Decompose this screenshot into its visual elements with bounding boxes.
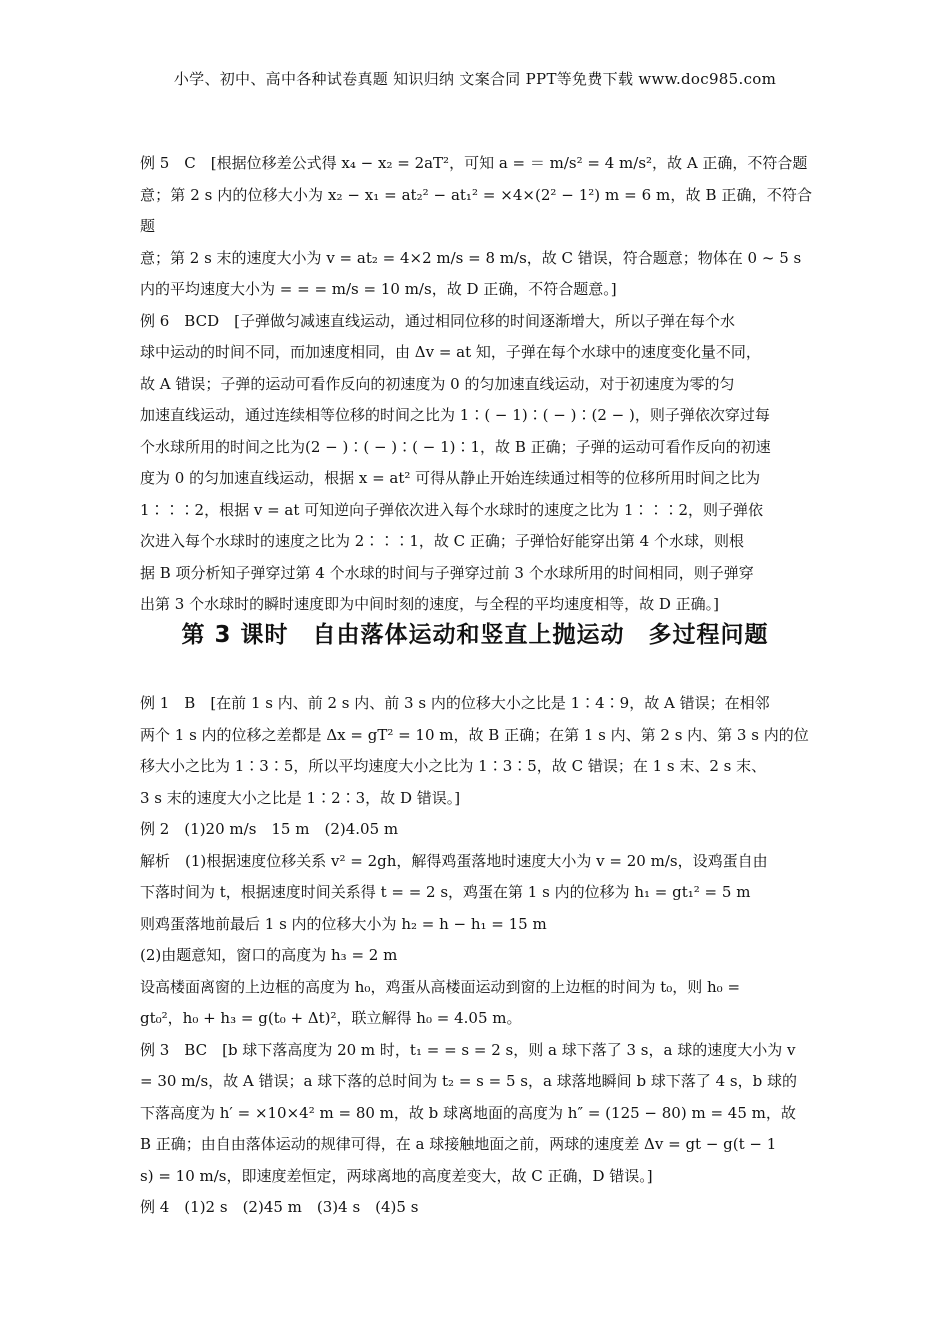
text-line: 3 s 末的速度大小之比是 1∶2∶3，故 D 错误。] [140,788,461,807]
text-line: 内的平均速度大小为 = = = m/s = 10 m/s，故 D 正确，不符合题意。] [140,280,617,298]
text-line: 设高楼面离窗的上边框的高度为 h₀，鸡蛋从高楼面运动到窗的上边框的时间为 t₀，则 h₀ = [140,977,741,996]
text-line: 两个 1 s 内的位移之差都是 Δx = gT² = 10 m，故 B 正确；在第 1 s 内、第 2 s 内、第 3 s 内的位 [140,725,809,744]
text-line: 例 6 BCD [子弹做匀减速直线运动，通过相同位移的时间逐渐增大，所以子弹在每个水 [140,311,735,330]
text-line: 解析 (1)根据速度位移关系 v² = 2gh，解得鸡蛋落地时速度大小为 v = 20 m/s，设鸡蛋自由 [140,851,768,870]
text-line: 球中运动的时间不同，而加速度相同，由 Δv = at 知，子弹在每个水球中的速度变化量不同， [140,343,761,361]
text-line: 意；第 2 s 内的位移大小为 x₂ − x₁ = at₂² − at₁² = ×4×(2² − 1²) m = 6 m，故 B 正确，不符合题 [140,185,812,235]
text-line: 出第 3 个水球时的瞬时速度即为中间时刻的速度，与全程的平均速度相等，故 D 正确。] [140,595,719,613]
text-line: 例 4 (1)2 s (2)45 m (3)4 s (4)5 s [140,1198,419,1216]
text-line: 移大小之比为 1∶3∶5，所以平均速度大小之比为 1∶3∶5，故 C 错误；在 1 s 末、2 s 末、 [140,757,767,775]
text-line: 例 5 C [根据位移差公式得 x₄ − x₂ = 2aT²，可知 a = ＝ m/s² = 4 m/s²，故 A 正确，不符合题 [140,154,808,172]
text-line: 下落时间为 t，根据速度时间关系得 t = = 2 s，鸡蛋在第 1 s 内的位移为 h₁ = gt₁² = 5 m [140,883,751,901]
text-line: 次进入每个水球时的速度之比为 2∶∶∶1，故 C 正确；子弹恰好能穿出第 4 个水球，则根 [140,532,744,550]
text-line: 据 B 项分析知子弹穿过第 4 个水球的时间与子弹穿过前 3 个水球所用的时间相同，则子弹穿 [140,563,754,582]
text-line: 个水球所用的时间之比为(2 − )∶( − )∶( − 1)∶1，故 B 正确；子弹的运动可看作反向的初速 [140,437,771,456]
text-line: 加速直线运动，通过连续相等位移的时间之比为 1∶( − 1)∶( − )∶(2 − )，则子弹依次穿过每 [140,406,770,424]
text-line: 则鸡蛋落地前最后 1 s 内的位移大小为 h₂ = h − h₁ = 15 m [140,914,547,933]
text-line: 例 1 B [在前 1 s 内、前 2 s 内、前 3 s 内的位移大小之比是 1∶4∶9，故 A 错误；在相邻 [140,694,770,712]
text-line: 例 2 (1)20 m/s 15 m (2)4.05 m [140,820,399,838]
text-line: (2)由题意知，窗口的高度为 h₃ = 2 m [140,946,398,964]
text-line: B 正确；由自由落体运动的规律可得，在 a 球接触地面之前，两球的速度差 Δv = gt − g(t − 1 [140,1135,777,1153]
text-line: gt₀²，h₀ + h₃ = g(t₀ + Δt)²，联立解得 h₀ = 4.05 m。 [140,1009,522,1027]
text-line: 下落高度为 h′ = ×10×4² m = 80 m，故 b 球离地面的高度为 h″ = (125 − 80) m = 45 m，故 [140,1103,796,1122]
text-line: 意；第 2 s 末的速度大小为 v = at₂ = 4×2 m/s = 8 m/s，故 C 错误，符合题意；物体在 0 ~ 5 s [140,248,802,267]
text-line: 故 A 错误；子弹的运动可看作反向的初速度为 0 的匀加速直线运动，对于初速度为零的匀 [140,374,735,393]
text-line: 1∶∶∶2，根据 v = at 可知逆向子弹依次进入每个水球时的速度之比为 1∶∶∶2，则子弹依 [140,500,764,519]
answer-section-1 [140,148,812,621]
text-line: 度为 0 的匀加速直线运动，根据 x = at² 可得从静止开始连续通过相等的位移所用时间之比为 [140,469,761,487]
text-line: = 30 m/s，故 A 错误；a 球下落的总时间为 t₂ = s = 5 s，a 球落地瞬间 b 球下落了 4 s，b 球的 [140,1072,797,1090]
lesson-title: 第 3 课时 自由落体运动和竖直上抛运动 多过程问题 [181,622,769,648]
text-line: 例 3 BC [b 球下落高度为 20 m 时，t₁ = = s = 2 s，则 a 球下落了 3 s，a 球的速度大小为 v [140,1040,796,1059]
page-header: 小学、初中、高中各种试卷真题 知识归纳 文案合同 PPT等免费下载 www.doc985.com [173,70,777,88]
text-line: s) = 10 m/s，即速度差恒定，两球离地的高度差变大，故 C 正确，D 错误。] [140,1166,653,1185]
answer-section-2 [140,688,812,1224]
